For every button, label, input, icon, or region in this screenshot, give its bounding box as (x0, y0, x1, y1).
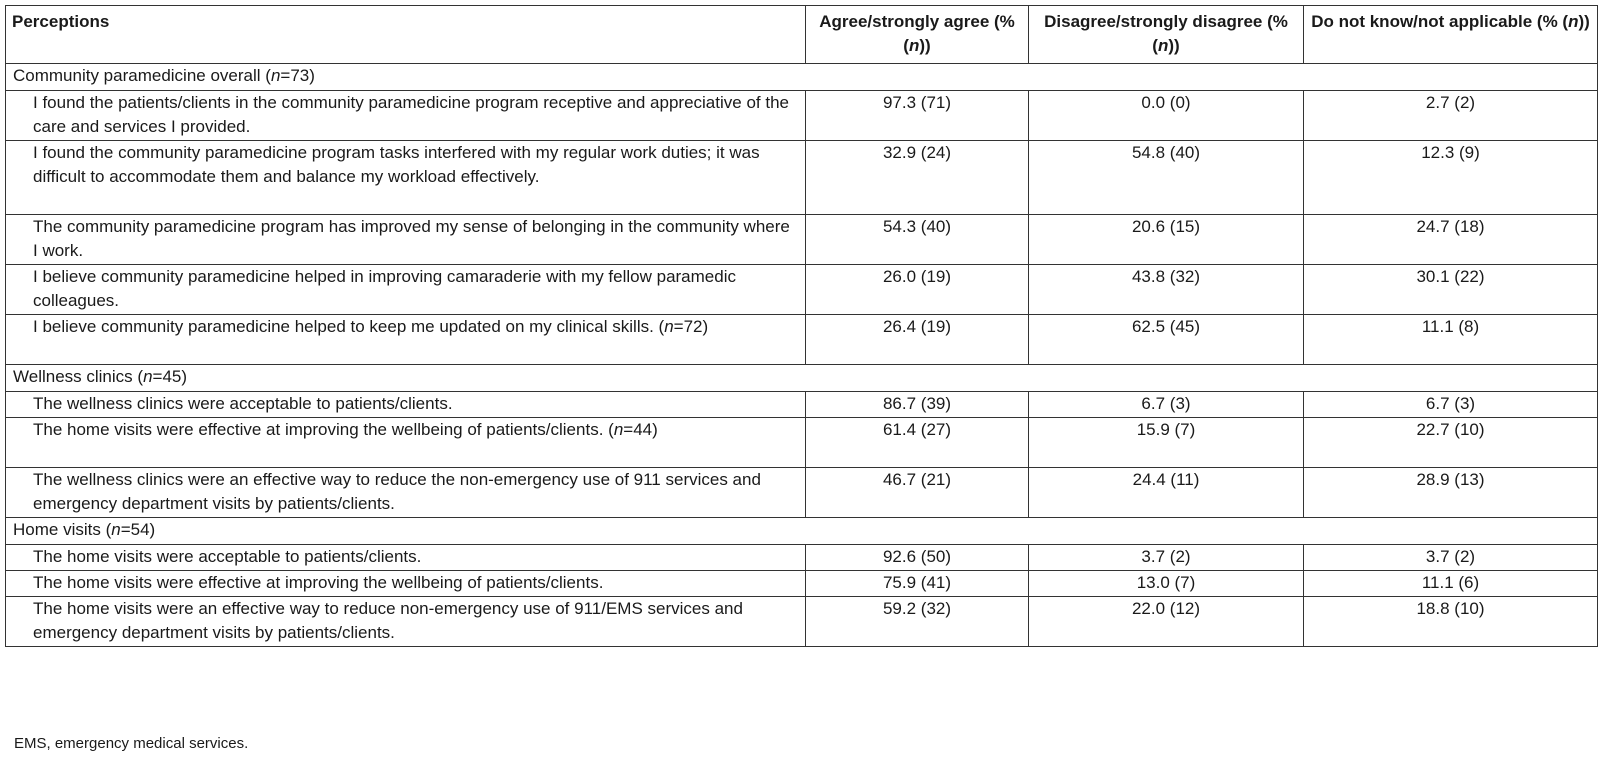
row-statement: The community paramedicine program has improved my sense of belonging in the community where I work. (6, 215, 806, 265)
cell-disagree: 22.0 (12) (1029, 597, 1304, 647)
cell-dont-know: 3.7 (2) (1304, 545, 1598, 571)
cell-dont-know: 28.9 (13) (1304, 468, 1598, 518)
perceptions-table (5, 5, 1598, 647)
table-row (6, 545, 1598, 571)
cell-disagree: 0.0 (0) (1029, 91, 1304, 141)
table-row (6, 468, 1598, 518)
cell-disagree: 24.4 (11) (1029, 468, 1304, 518)
cell-dont-know: 18.8 (10) (1304, 597, 1598, 647)
section-row-wellness-clinics (6, 365, 1598, 392)
cell-dont-know: 30.1 (22) (1304, 265, 1598, 315)
table-row (6, 418, 1598, 468)
header-dont-know: Do not know/not applicable (% (n)) (1304, 6, 1598, 64)
perceptions-table-container (5, 5, 1597, 647)
cell-dont-know: 6.7 (3) (1304, 392, 1598, 418)
cell-disagree: 20.6 (15) (1029, 215, 1304, 265)
row-statement: The wellness clinics were an effective way to reduce the non-emergency use of 911 services and emergency department visits by patients/clients. (6, 468, 806, 518)
section-row-community-paramedicine (6, 64, 1598, 91)
row-statement: I found the community paramedicine program tasks interfered with my regular work duties; it was difficult to accommodate them and balance my workload effectively. (6, 141, 806, 215)
row-statement: The home visits were effective at improving the wellbeing of patients/clients. (n=44) (6, 418, 806, 468)
cell-agree: 54.3 (40) (806, 215, 1029, 265)
cell-agree: 92.6 (50) (806, 545, 1029, 571)
cell-dont-know: 12.3 (9) (1304, 141, 1598, 215)
row-statement: The home visits were an effective way to reduce non-emergency use of 911/EMS services and emergency department visits by patients/clients. (6, 597, 806, 647)
row-statement: The home visits were acceptable to patients/clients. (6, 545, 806, 571)
table-row (6, 265, 1598, 315)
cell-dont-know: 24.7 (18) (1304, 215, 1598, 265)
cell-agree: 97.3 (71) (806, 91, 1029, 141)
cell-dont-know: 11.1 (8) (1304, 315, 1598, 365)
row-statement: The wellness clinics were acceptable to patients/clients. (6, 392, 806, 418)
cell-dont-know: 22.7 (10) (1304, 418, 1598, 468)
section-title: Wellness clinics (n=45) (6, 365, 1598, 392)
cell-disagree: 15.9 (7) (1029, 418, 1304, 468)
cell-agree: 75.9 (41) (806, 571, 1029, 597)
table-footnote: EMS, emergency medical services. (14, 735, 249, 752)
table-row (6, 91, 1598, 141)
cell-agree: 61.4 (27) (806, 418, 1029, 468)
cell-disagree: 62.5 (45) (1029, 315, 1304, 365)
section-title: Home visits (n=54) (6, 518, 1598, 545)
section-row-home-visits (6, 518, 1598, 545)
cell-disagree: 3.7 (2) (1029, 545, 1304, 571)
header-perceptions: Perceptions (6, 6, 806, 64)
cell-disagree: 54.8 (40) (1029, 141, 1304, 215)
cell-disagree: 6.7 (3) (1029, 392, 1304, 418)
cell-dont-know: 11.1 (6) (1304, 571, 1598, 597)
cell-agree: 26.0 (19) (806, 265, 1029, 315)
section-title: Community paramedicine overall (n=73) (6, 64, 1598, 91)
table-row (6, 571, 1598, 597)
row-statement: I believe community paramedicine helped to keep me updated on my clinical skills. (n=72) (6, 315, 806, 365)
header-row (6, 6, 1598, 64)
row-statement: The home visits were effective at improving the wellbeing of patients/clients. (6, 571, 806, 597)
cell-dont-know: 2.7 (2) (1304, 91, 1598, 141)
cell-agree: 59.2 (32) (806, 597, 1029, 647)
table-row (6, 141, 1598, 215)
cell-agree: 32.9 (24) (806, 141, 1029, 215)
header-disagree: Disagree/strongly disagree (% (n)) (1029, 6, 1304, 64)
row-statement: I found the patients/clients in the community paramedicine program receptive and appreciative of the care and services I provided. (6, 91, 806, 141)
cell-agree: 46.7 (21) (806, 468, 1029, 518)
cell-disagree: 13.0 (7) (1029, 571, 1304, 597)
cell-agree: 26.4 (19) (806, 315, 1029, 365)
table-row (6, 315, 1598, 365)
table-row (6, 215, 1598, 265)
row-statement: I believe community paramedicine helped in improving camaraderie with my fellow paramedic colleagues. (6, 265, 806, 315)
cell-agree: 86.7 (39) (806, 392, 1029, 418)
header-agree: Agree/strongly agree (% (n)) (806, 6, 1029, 64)
table-row (6, 597, 1598, 647)
cell-disagree: 43.8 (32) (1029, 265, 1304, 315)
table-row (6, 392, 1598, 418)
